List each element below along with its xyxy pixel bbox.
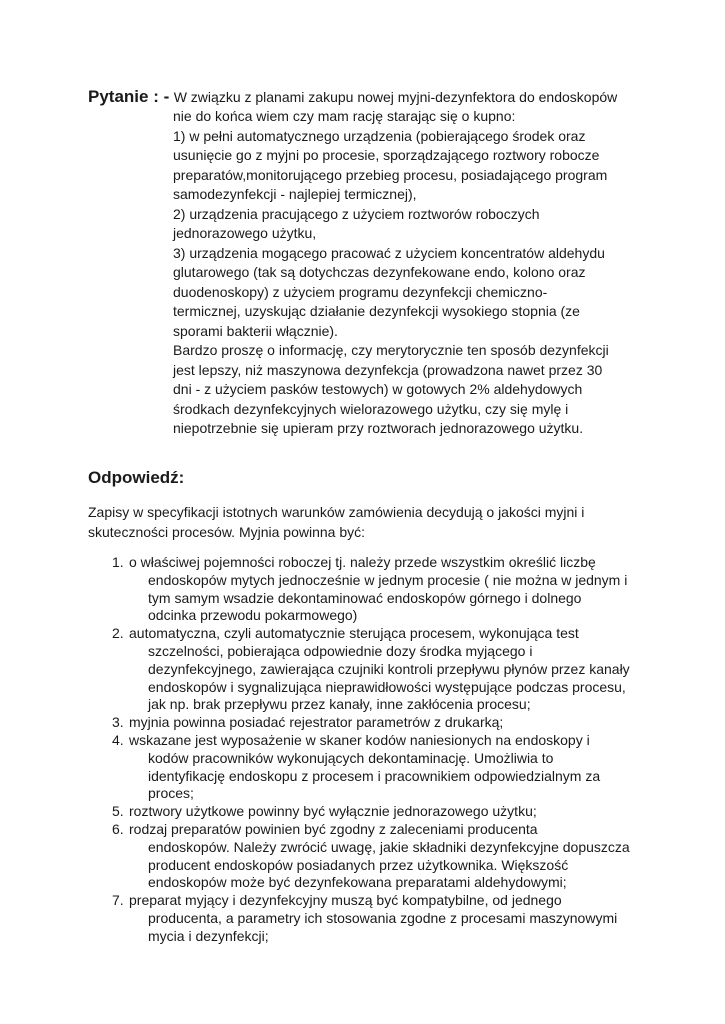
list-item-line: dezynfekcyjnego, zawierająca czujniki kontroli przepływu płynów przez kanały: [148, 660, 630, 677]
question-line: środkach dezynfekcyjnych wielorazowego użytku, czy się mylę i: [173, 400, 569, 417]
question-section: [88, 87, 678, 439]
intro-line: Zapisy w specyfikacji istotnych warunków zamówienia decydują o jakości myjni i: [88, 504, 585, 520]
list-item-line: producent endoskopów posiadanych przez użytkownika. Większość: [148, 856, 569, 873]
question-line: preparatów,monitorującego przebieg procesu, posiadającego program: [173, 166, 608, 183]
list-item-line: mycia i dezynfekcji;: [148, 927, 269, 944]
question-line: niepotrzebnie się upieram przy roztworach jednorazowego użytku.: [173, 420, 584, 436]
list-item-number: 5.: [112, 803, 124, 820]
question-line: jednorazowego użytku,: [173, 225, 317, 241]
list-item-line: kodów pracowników wykonujących dekontaminację. Umożliwia to: [148, 749, 554, 766]
question-line: glutarowego (tak są dotychczas dezynfekowane endo, kolono oraz: [173, 264, 586, 280]
list-item-number: 3.: [112, 714, 124, 731]
list-item-line: roztwory użytkowe powinny być wyłącznie jednorazowego użytku;: [129, 803, 537, 820]
question-line: Bardzo proszę o informację, czy merytorycznie ten sposób dezynfekcji: [173, 342, 609, 358]
list-item-number: 6.: [112, 820, 124, 837]
list-item-line: preparat myjący i dezynfekcyjny muszą być kompatybilne, od jednego: [129, 892, 562, 909]
intro-line: skuteczności procesów. Myjnia powinna być:: [88, 524, 366, 540]
list-item-line: rodzaj preparatów powinien być zgodny z zaleceniami producenta: [129, 820, 538, 837]
question-line: termicznej, uzyskując działanie dezynfekcji wysokiego stopnia (ze: [173, 303, 580, 319]
list-item-number: 7.: [112, 892, 124, 909]
question-header: [88, 87, 678, 107]
question-line: usunięcie go z myjni po procesie, sporządzającego roztwory robocze: [173, 147, 600, 163]
list-item-line: jak np. brak przepływu przez kanały, inne zakłócenia procesu;: [148, 696, 531, 713]
question-body: [173, 107, 678, 439]
question-line: jest lepszy, niż maszynowa dezynfekcja (prowadzona nawet przez 30: [173, 361, 603, 378]
list-item-line: identyfikację endoskopu z procesem i pracownikiem odpowiedzialnym za: [148, 767, 601, 784]
question-line: duodenoskopy) z użyciem programu dezynfekcji chemiczno-: [173, 283, 548, 300]
list-item-line: endoskopów mytych jednocześnie w jednym procesie ( nie można w jednym i: [148, 571, 628, 588]
list-item-line: proces;: [148, 785, 194, 802]
question-line: nie do końca wiem czy mam rację starając się o kupno:: [173, 108, 516, 124]
question-line: 3) urządzenia mogącego pracować z użyciem koncentratów aldehydu: [173, 244, 605, 261]
question-label: Pytanie : -: [88, 87, 170, 106]
list-item-line: o właściwej pojemności roboczej tj. należy przede wszystkim określić liczbę: [129, 554, 596, 570]
list-item-number: 2.: [112, 625, 124, 642]
list-item-line: endoskopów i sygnalizująca nieprawidłowości występujące podczas procesu,: [148, 678, 626, 695]
question-first-line: W związku z planami zakupu nowej myjni-dezynfektora do endoskopów: [173, 89, 618, 105]
list-item-line: producenta, a parametry ich stosowania zgodne z procesami maszynowymi: [148, 909, 618, 926]
list-item-line: endoskopów. Należy zwrócić uwagę, jakie składniki dezynfekcyjne dopuszcza: [148, 838, 630, 855]
list-item: [112, 803, 672, 821]
list-item: [112, 821, 672, 892]
question-line: sporami bakterii włącznie).: [173, 322, 338, 339]
answer-title: Odpowiedź:: [88, 468, 185, 487]
list-item: [112, 732, 672, 803]
list-item-line: wskazane jest wyposażenie w skaner kodów naniesionych na endoskopy i: [129, 731, 590, 748]
list-item-line: tym samym wsadzie dekontaminować endoskopów górnego i dolnego: [148, 589, 582, 606]
question-line: 2) urządzenia pracującego z użyciem roztworów roboczych: [173, 205, 540, 222]
list-item-line: szczelności, pobierająca odpowiednie dozy środka myjącego i: [148, 642, 533, 659]
answer-intro: [88, 502, 584, 542]
list-item: [112, 625, 672, 714]
list-item-number: 1.: [112, 554, 124, 570]
list-item: [112, 714, 672, 732]
list-item-line: myjnia powinna posiadać rejestrator parametrów z drukarką;: [129, 714, 504, 731]
list-item-number: 4.: [112, 731, 124, 748]
list-item: [112, 892, 672, 945]
question-line: samodezynfekcji - najlepiej termicznej),: [173, 186, 417, 202]
question-line: dni - z użyciem pasków testowych) w gotowych 2% aldehydowych: [173, 381, 583, 397]
answer-list: [112, 554, 672, 946]
list-item: [112, 554, 672, 625]
list-item-line: automatyczna, czyli automatycznie sterująca procesem, wykonująca test: [129, 625, 579, 642]
list-item-line: endoskopów może być dezynfekowana preparatami aldehydowymi;: [148, 874, 567, 891]
list-item-line: odcinka przewodu pokarmowego): [148, 607, 358, 624]
question-line: 1) w pełni automatycznego urządzenia (pobierającego środek oraz: [173, 127, 586, 144]
